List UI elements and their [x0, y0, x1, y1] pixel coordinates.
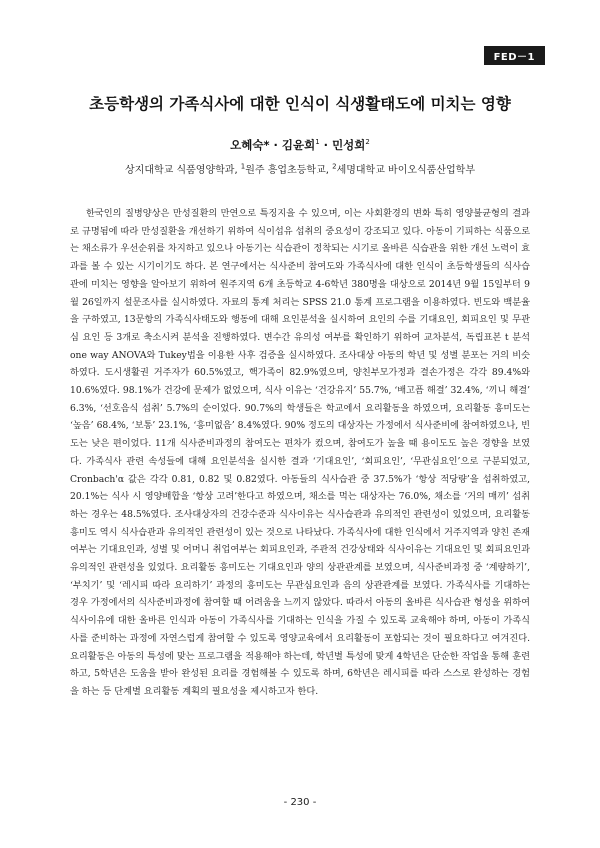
author-affiliation-mark: 2: [365, 138, 370, 147]
affiliation-line: [0, 161, 600, 176]
page-number: - 230 -: [283, 797, 317, 808]
affiliation-text: 원주 흥업초등학교,: [245, 165, 333, 176]
paper-title: 초등학생의 가족식사에 대한 인식이 식생활태도에 미치는 영향: [89, 95, 511, 113]
affiliation-text: 상지대학교 식품영양학과,: [125, 165, 241, 176]
author-separator: ·: [319, 138, 333, 152]
author-separator: ·: [269, 138, 282, 152]
author-list: [0, 137, 600, 153]
author-name: 오혜숙*: [230, 138, 270, 152]
author-name: 김윤희: [281, 138, 316, 152]
affiliation-mark: 1: [240, 162, 246, 171]
author-affiliation-mark: 1: [315, 138, 320, 147]
abstract-body: 한국인의 질병양상은 만성질환의 만연으로 특징지을 수 있으며, 이는 사회환경의 변화 특히 영양불균형의 결과로 규명됨에 따라 만성질환을 개선하기 위하여 식이섭유 섭취의 중요성이 강조되고 있다. 아동이 기피하는 식품으로는 채소류가 우선순위를 차지하고 있으나 아동기는 식습관이 정착되는 시기로 올바른 식습관을 위한 개선 노력이 효과를 볼 수 있는 시기이기도 하다. 본 연구에서는 식사준비 참여도와 가족식사에 대한 인식이 초등학생들의 식사습관에 미치는 영향을 알아보기 위하여 원주지역 6개 초등학교 4-6학년 380명을 대상으로 2014년 9월 15일부터 9월 26일까지 설문조사를 실시하였다. 자료의 통계 처리는 SPSS 21.0 통계 프로그램을 이용하였다. 빈도와 백분율을 구하였고, 13문항의 가족식사태도와 행동에 대해 요인분석을 실시하여 요인의 수를 기대요인, 회피요인 및 무관심 요인 등 3개로 축소시켜 분석을 진행하였다. 변수간 유의성 여부를 확인하기 위하여 교차분석, 독립표본 t 분석 one way ANOVA와 Tukey법을 이용한 사후 검증을 실시하였다. 조사대상 아동의 학년 및 성별 분포는 거의 비슷하였다. 도시생활권 거주자가 60.5%였고, 핵가족이 82.9%였으며, 양친부모가정과 결손가정은 각각 89.4%와 10.6%였다. 98.1%가 건강에 문제가 없었으며, 식사 이유는 ‘건강유지’ 55.7%, ‘배고픔 해결’ 32.4%, ‘끼니 해결’ 6.3%, ‘선호음식 섭취’ 5.7%의 순이었다. 90.7%의 학생들은 학교에서 요리활동을 하였으며, 요리활동 흥미도는 ‘높음’ 68.4%, ‘보통’ 23.1%, ‘흥미없음’ 8.4%였다. 90% 정도의 대상자는 가정에서 식사준비에 참여하였으나, 빈도는 낮은 편이었다. 11개 식사준비과정의 참여도는 편차가 컸으며, 참여도가 높을 때 용이도도 높은 경향을 보였다. 가족식사 관련 속성들에 대해 요인분석을 실시한 결과 ‘기대요인’, ‘회피요인’, ‘무관심요인’으로 구분되었고, Cronbach'α 값은 각각 0.81, 0.82 및 0.82였다. 아동들의 식사습관 중 37.5%가 ‘항상 적당량’을 섭취하였고, 20.1%는 식사 시 영양배합을 ‘항상 고려’한다고 하였으며, 채소를 먹는 대상자는 76.0%, 채소를 ‘거의 매끼’ 섭취하는 경우는 48.5%였다. 조사대상자의 건강수준과 식사이유는 식사습관과 유의적인 관련성이 있었으며, 요리활동 흥미도 역시 식사습관과 유의적인 관련성이 있는 것으로 나타났다. 가족식사에 대한 인식에서 거주지역과 양친 존재여부는 기대요인과, 성별 및 어머니 취업여부는 회피요인과, 주관적 건강상태와 식사이유는 기대요인 및 회피요인과 유의적인 관련성을 있었다. 요리활동 흥미도는 기대요인과 양의 상관관계를 보였으며, 식사준비과정 중 ‘계량하기’, ‘부치기’ 및 ‘레시피 따라 요리하기’ 과정의 흥미도는 무관심요인과 음의 상관관계를 보였다. 가족식사를 기대하는 경우 가정에서의 식사준비과정에 참여할 때 어려움을 느끼지 않았다. 따라서 아동의 올바른 식사습관 형성을 위하여 식사이유에 대한 올바른 인식과 아동이 가족식사를 기대하는 인식을 가질 수 있도록 교육해야 하며, 아동이 가족식사를 준비하는 과정에 자연스럽게 참여할 수 있도록 영양교육에서 요리활동이 포함되는 것이 필요하다고 여겨진다. 요리활동은 아동의 특성에 맞는 프로그램을 적용해야 하는데, 학년별 특성에 맞게 4학년은 단순한 작업을 통해 훈련하고, 5학년은 도움을 받아 완성된 요리를 경험해볼 수 있도록 하며, 6학년은 레시피를 따라 스스로 완성하는 경험을 하는 등 단계별 요리활동 계획의 필요성을 제시하고자 한다.: [70, 208, 530, 697]
affiliation-mark: 2: [332, 162, 337, 171]
session-tag: FED－1: [484, 46, 545, 65]
author-name: 민성희: [332, 138, 366, 152]
affiliation-text: 세명대학교 바이오식품산업학부: [336, 165, 475, 176]
